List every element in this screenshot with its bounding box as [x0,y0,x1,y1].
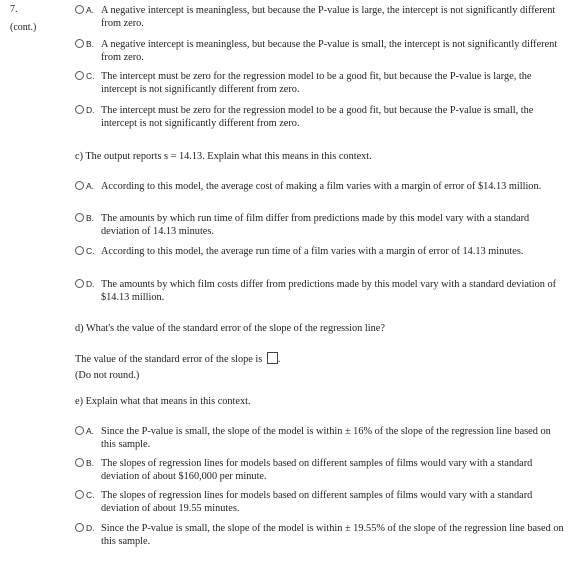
rounding-note: (Do not round.) [75,370,140,381]
option-letter: D. [86,523,95,533]
radio-button[interactable] [75,523,84,532]
option-e-d[interactable] [75,522,567,548]
answer-label: The value of the standard error of the slope is [75,354,263,365]
option-e-a[interactable] [75,425,567,451]
radio-button[interactable] [75,71,84,80]
option-letter: C. [86,246,95,256]
option-letter: B. [86,458,95,468]
part-e-prompt: e) Explain what that means in this context. [75,396,251,407]
option-letter: A. [86,181,95,191]
radio-button[interactable] [75,181,84,190]
option-text: The intercept must be zero for the regression model to be a good fit, but because the P-value is large, the intercept is not significantly different from zero. [101,71,532,95]
radio-button[interactable] [75,246,84,255]
option-c-b[interactable] [75,212,567,238]
radio-button[interactable] [75,490,84,499]
radio-button[interactable] [75,105,84,114]
option-text: According to this model, the average cost of making a film varies with a margin of error of $14.13 million. [101,181,542,192]
option-letter: D. [86,105,95,115]
option-letter: A. [86,426,95,436]
option-c-a[interactable] [75,180,567,193]
option-text: The amounts by which run time of film differ from predictions made by this model vary with a standard deviation of 14.13 minutes. [101,213,530,237]
option-b-b[interactable] [75,38,567,64]
part-c-prompt: c) The output reports s = 14.13. Explain what this means in this context. [75,151,372,162]
continued-label: (cont.) [10,22,37,33]
answer-period: . [277,354,281,365]
part-d-prompt: d) What's the value of the standard error of the slope of the regression line? [75,323,385,334]
option-text: According to this model, the average run time of a film varies with a margin of error of 14.13 minutes. [101,246,524,257]
option-text: Since the P-value is small, the slope of the model is within ± 16% of the slope of the regression line based on this sample. [101,426,551,450]
option-letter: C. [86,490,95,500]
radio-button[interactable] [75,426,84,435]
option-e-b[interactable] [75,457,567,483]
option-c-c[interactable] [75,245,567,258]
radio-button[interactable] [75,39,84,48]
option-letter: D. [86,279,95,289]
option-text: The slopes of regression lines for models based on different samples of films would vary with a standard deviation of about $160,000 per minute. [101,458,533,482]
option-b-a[interactable] [75,4,567,30]
part-d-answer-line [75,352,280,366]
option-letter: B. [86,213,95,223]
option-text: A negative intercept is meaningless, but because the P-value is small, the intercept is not significantly different from zero. [101,39,558,63]
option-letter: C. [86,71,95,81]
option-text: A negative intercept is meaningless, but because the P-value is large, the intercept is not significantly different from zero. [101,5,556,29]
option-text: Since the P-value is small, the slope of the model is within ± 19.55% of the slope of the regression line based on this sample. [101,523,564,547]
question-number: 7. [10,4,18,15]
option-text: The slopes of regression lines for models based on different samples of films would vary with a standard deviation of about 19.55 minutes. [101,490,533,514]
option-e-c[interactable] [75,489,567,515]
option-text: The intercept must be zero for the regression model to be a good fit, but because the P-value is small, the intercept is not significantly different from zero. [101,105,534,129]
option-b-c[interactable] [75,70,567,96]
option-b-d[interactable] [75,104,567,130]
radio-button[interactable] [75,458,84,467]
option-c-d[interactable] [75,278,567,304]
option-letter: B. [86,39,95,49]
option-letter: A. [86,5,95,15]
radio-button[interactable] [75,213,84,222]
radio-button[interactable] [75,5,84,14]
option-text: The amounts by which film costs differ from predictions made by this model vary with a standard deviation of $14.13 million. [101,279,557,303]
answer-input[interactable] [267,352,278,364]
radio-button[interactable] [75,279,84,288]
